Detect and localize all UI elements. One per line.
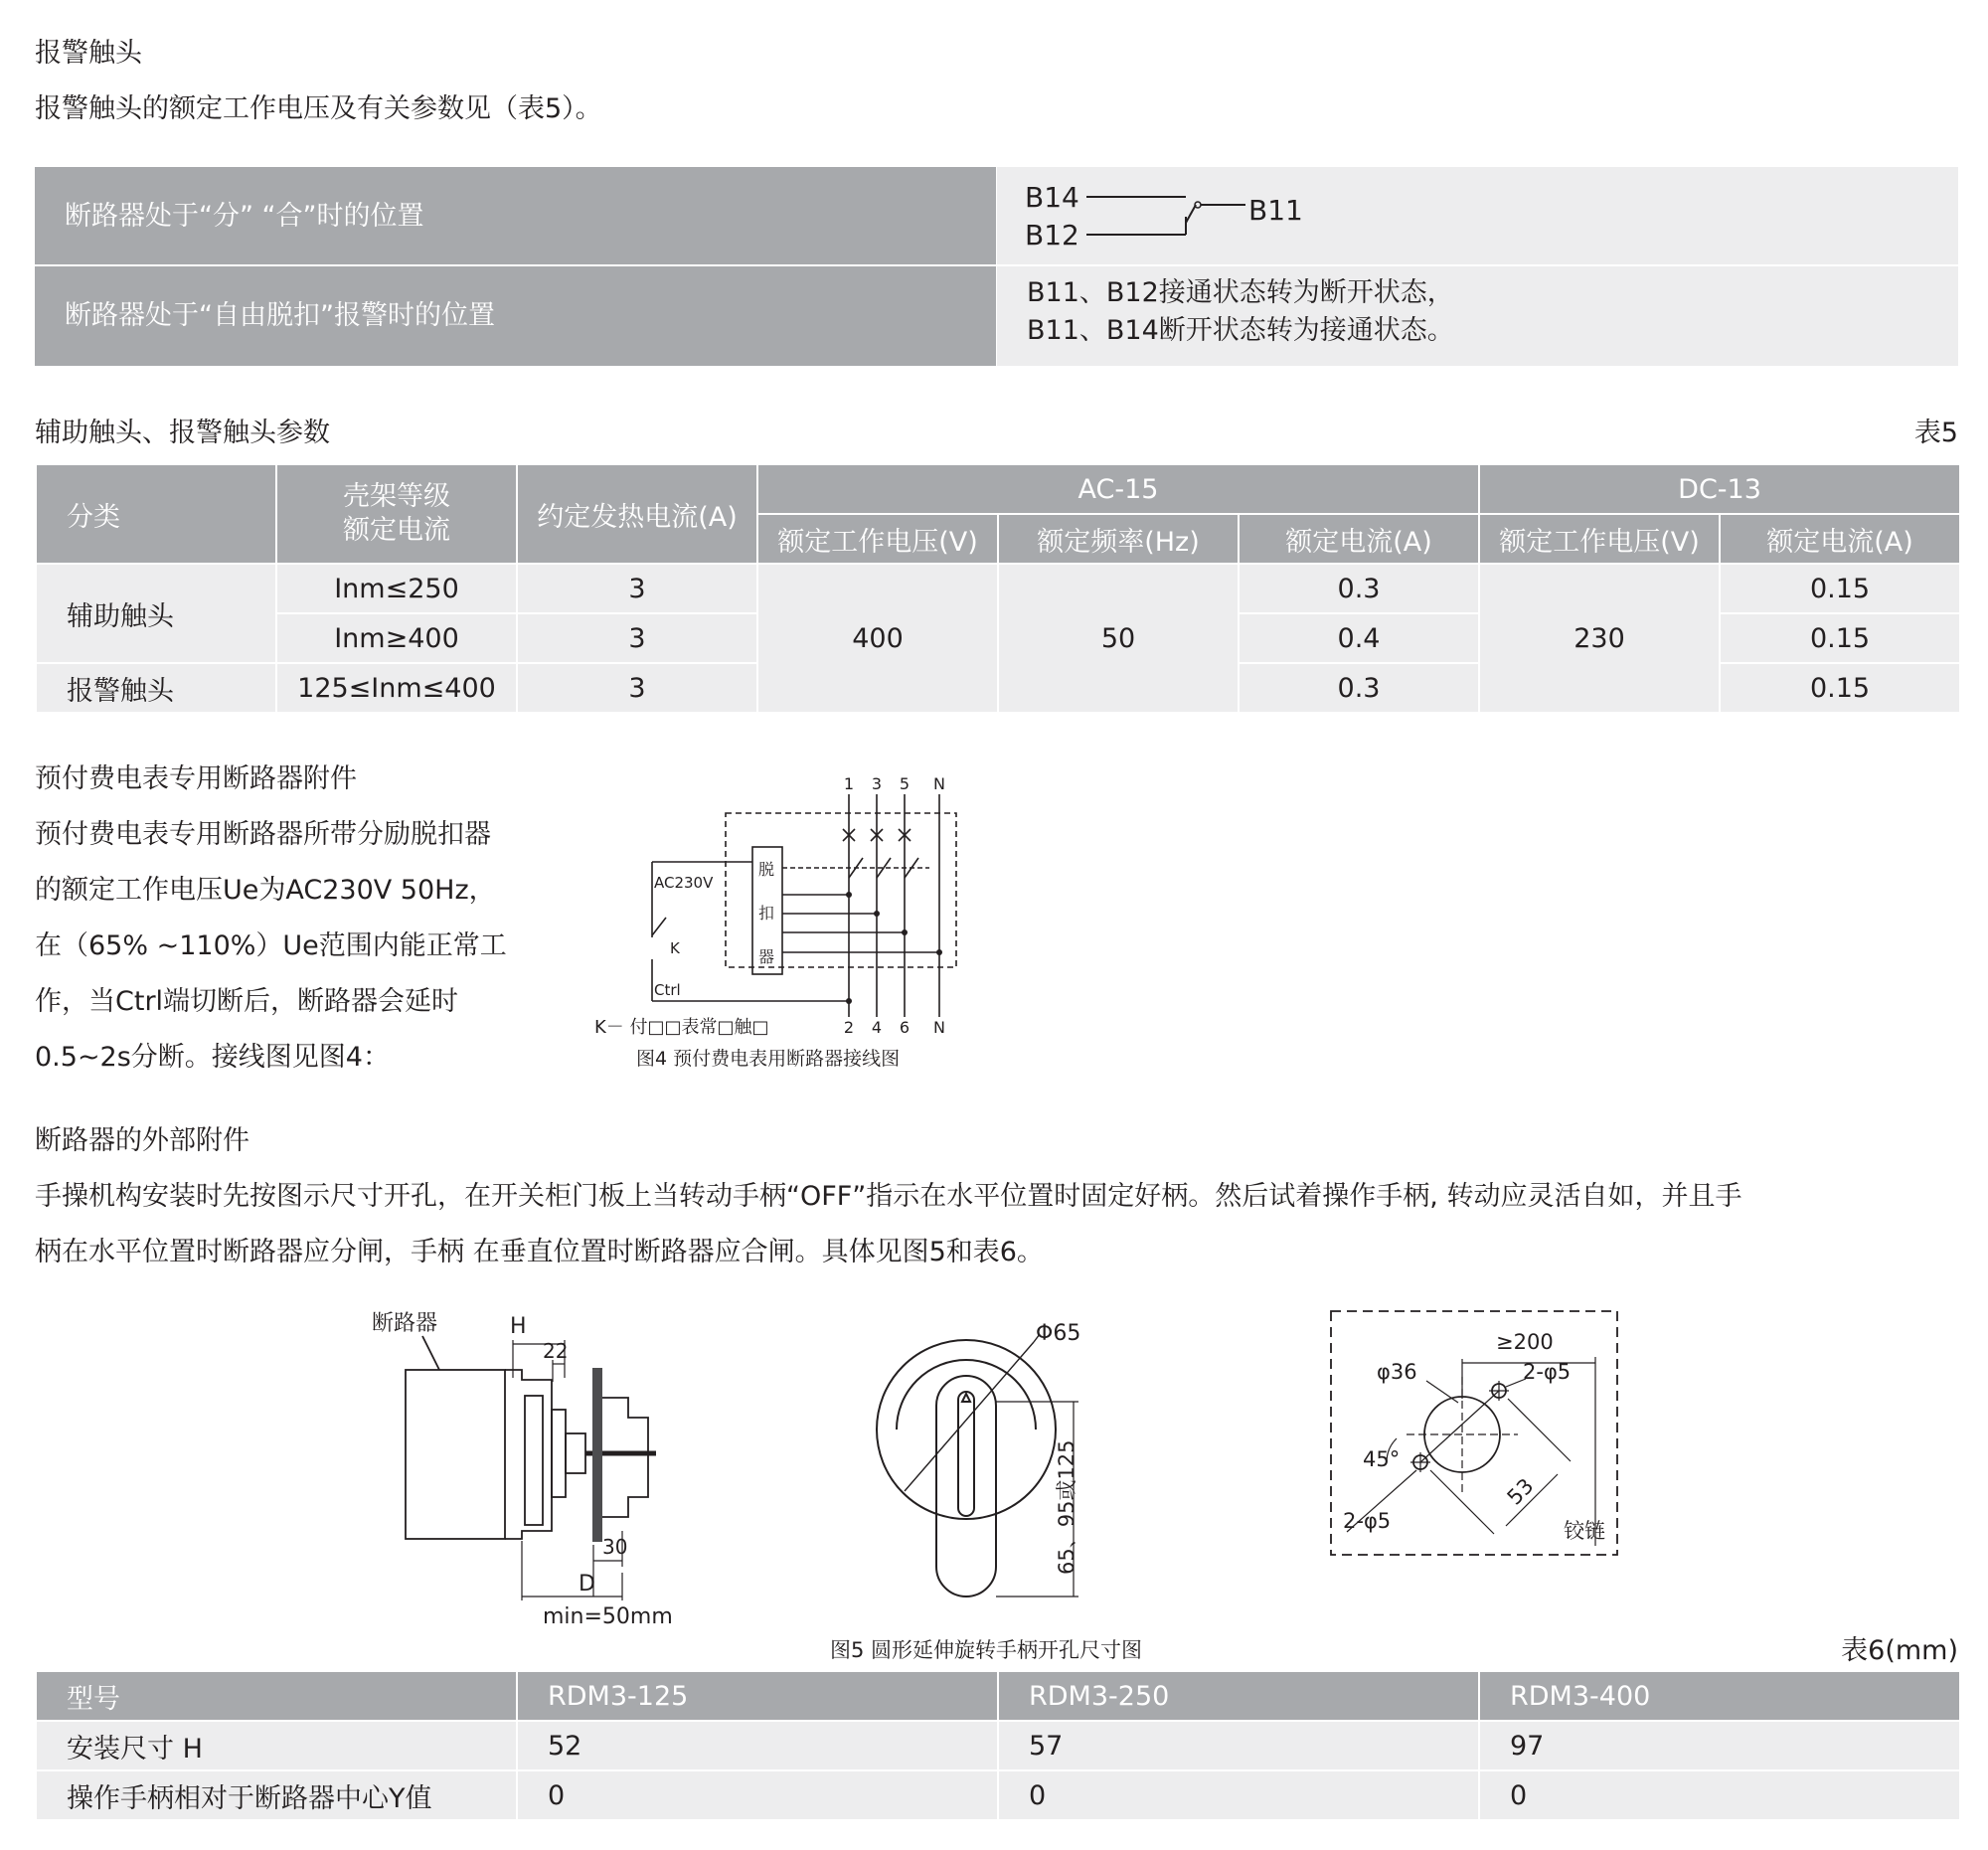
b12-label: B12 (1025, 219, 1079, 252)
t5-h-frame-l2: 额定电流 (343, 515, 450, 546)
t5-h-ac-current: 额定电流(A) (1240, 515, 1478, 563)
t5-ac-freq: 50 (999, 565, 1238, 712)
alarm-row2-line1: B11、B12接通状态转为断开状态， (1027, 277, 1454, 308)
alarm-row2-line2: B11、B14断开状态转为接通状态。 (1027, 315, 1454, 346)
fig5-phi36: φ36 (1377, 1360, 1417, 1384)
t5-ac-voltage: 400 (758, 565, 997, 712)
t6-h-rdm3-125: RDM3-125 (518, 1672, 997, 1720)
t5-h-dc-current: 额定电流(A) (1721, 515, 1959, 563)
t5-r2-frame: Inm≥400 (277, 614, 516, 662)
t5-r1-ac-current: 0.3 (1240, 565, 1478, 612)
t5-aux-label: 辅助触头 (37, 565, 275, 662)
t5-h-thermal: 约定发热电流(A) (518, 465, 756, 563)
fig5-handle-front (865, 1302, 1113, 1600)
fig4-k-label: K (670, 939, 680, 957)
prepaid-line-1: 预付费电表专用断路器所带分励脱扣器 (35, 819, 491, 850)
alarm-row1-label: 断路器处于“分” “合”时的位置 (65, 201, 424, 232)
t6-r2-c1: 0 (518, 1771, 997, 1819)
prepaid-paragraph (35, 807, 507, 1086)
t6-r1-c3: 97 (1480, 1722, 1959, 1769)
t5-r3-dc-current: 0.15 (1721, 664, 1959, 712)
fig5-dim-30: 30 (602, 1535, 628, 1559)
fig4-release-3: 器 (757, 947, 775, 966)
fig4-release-2: 扣 (757, 904, 775, 923)
fig5-hinge: 铰链 (1564, 1519, 1605, 1543)
fig4-ac-label: AC230V (654, 874, 714, 892)
fig4-bot-6: 6 (899, 1018, 911, 1037)
fig5-dim-h: H (510, 1314, 527, 1339)
fig4-top-n: N (933, 774, 945, 793)
t5-h-frame-l1: 壳架等级 (343, 481, 450, 512)
t6-h-model: 型号 (37, 1672, 516, 1720)
b11-label: B11 (1248, 194, 1303, 227)
fig4-wiring-diagram (586, 770, 984, 1079)
t5-dc-voltage: 230 (1480, 565, 1719, 712)
prepaid-title: 预付费电表专用断路器附件 (35, 763, 357, 794)
fig5-side-view (368, 1302, 686, 1640)
alarm-contact-schematic (1025, 177, 1343, 256)
external-line-1: 手操机构安装时先按图示尺寸开孔，在开关柜门板上当转动手柄“OFF”指示在水平位置时固定好柄。然后试着操作手柄, 转动应灵活自如，并且手 (35, 1181, 1742, 1212)
fig5-ge200: ≥200 (1496, 1330, 1554, 1354)
prepaid-line-4: 作，当Ctrl端切断后，断路器会延时 (35, 986, 459, 1017)
t5-alarm-label: 报警触头 (37, 664, 275, 712)
table6-label: 表6(mm) (1841, 1635, 1958, 1666)
table6 (35, 1670, 1961, 1821)
b14-label: B14 (1025, 181, 1079, 214)
fig5-angle: 45° (1363, 1447, 1401, 1471)
alarm-section-intro: 报警触头的额定工作电压及有关参数见（表5）。 (35, 93, 602, 124)
t6-r2-label: 操作手柄相对于断路器中心Y值 (37, 1771, 516, 1819)
prepaid-line-5: 0.5~2s分断。接线图见图4： (35, 1042, 390, 1073)
alarm-row2-label: 断路器处于“自由脱扣”报警时的位置 (65, 300, 495, 331)
t6-h-rdm3-250: RDM3-250 (999, 1672, 1478, 1720)
external-line-2: 柄在水平位置时断路器应分闸，手柄 在垂直位置时断路器应合闸。具体见图5和表6。 (35, 1237, 1044, 1267)
fig4-top-3: 3 (871, 774, 883, 793)
table-row (37, 1771, 1959, 1819)
fig4-bot-2: 2 (843, 1018, 855, 1037)
fig5-min-label: min=50mm (543, 1604, 673, 1629)
t5-h-ac: AC-15 (758, 465, 1478, 513)
t5-h-ac-voltage: 额定工作电压(V) (758, 515, 997, 563)
fig5-phi65: Φ65 (1036, 1321, 1081, 1346)
fig4-bot-n: N (933, 1018, 945, 1037)
table5-caption: 辅助触头、报警触头参数 (35, 418, 330, 448)
fig4-caption: 图4 预付费电表用断路器接线图 (636, 1048, 901, 1070)
fig5-handle-dim: 65、95或125 (1055, 1439, 1078, 1575)
t5-r3-frame: 125≤Inm≤400 (277, 664, 516, 712)
t5-r2-dc-current: 0.15 (1721, 614, 1959, 662)
t5-r1-thermal: 3 (518, 565, 756, 612)
t5-h-dc-voltage: 额定工作电压(V) (1480, 515, 1719, 563)
t5-h-frame (277, 465, 516, 563)
t6-h-rdm3-400: RDM3-400 (1480, 1672, 1959, 1720)
t5-r3-thermal: 3 (518, 664, 756, 712)
t6-r1-c2: 57 (999, 1722, 1478, 1769)
t6-r1-c1: 52 (518, 1722, 997, 1769)
table5 (35, 463, 1961, 714)
t5-r2-thermal: 3 (518, 614, 756, 662)
fig5-hole-bottom: 2-φ5 (1343, 1509, 1392, 1533)
t6-r2-c2: 0 (999, 1771, 1478, 1819)
fig4-top-5: 5 (899, 774, 911, 793)
fig4-bot-4: 4 (871, 1018, 883, 1037)
fig5-dim-22: 22 (543, 1339, 569, 1363)
t5-r2-ac-current: 0.4 (1240, 614, 1478, 662)
t5-r3-ac-current: 0.3 (1240, 664, 1478, 712)
t5-h-ac-freq: 额定频率(Hz) (999, 515, 1238, 563)
t5-r1-frame: Inm≤250 (277, 565, 516, 612)
alarm-position-table (35, 167, 1958, 366)
fig5-caption: 图5 圆形延伸旋转手柄开孔尺寸图 (830, 1638, 1143, 1662)
fig5-hole-top: 2-φ5 (1523, 1360, 1572, 1384)
t5-h-category: 分类 (37, 465, 275, 563)
fig5-breaker-label: 断路器 (372, 1311, 438, 1336)
t5-r1-dc-current: 0.15 (1721, 565, 1959, 612)
table-row (37, 1722, 1959, 1769)
table5-label: 表5 (1913, 418, 1958, 448)
t6-r1-label: 安装尺寸 H (37, 1722, 516, 1769)
t5-h-dc: DC-13 (1480, 465, 1959, 513)
fig5-cutout (1327, 1307, 1625, 1576)
prepaid-line-3: 在（65% ~110%）Ue范围内能正常工 (35, 930, 507, 961)
fig4-legend: K－ 付□□表常□触□ (594, 1017, 769, 1038)
alarm-section-title: 报警触头 (35, 38, 142, 69)
t6-r2-c3: 0 (1480, 1771, 1959, 1819)
fig4-ctrl-label: Ctrl (654, 981, 681, 999)
prepaid-line-2: 的额定工作电压Ue为AC230V 50Hz， (35, 875, 496, 906)
fig5-dim-53: 53 (1502, 1473, 1539, 1510)
fig4-release-1: 脱 (757, 860, 775, 879)
external-title: 断路器的外部附件 (35, 1125, 249, 1156)
fig4-top-1: 1 (843, 774, 855, 793)
fig5-dim-d: D (579, 1572, 595, 1597)
